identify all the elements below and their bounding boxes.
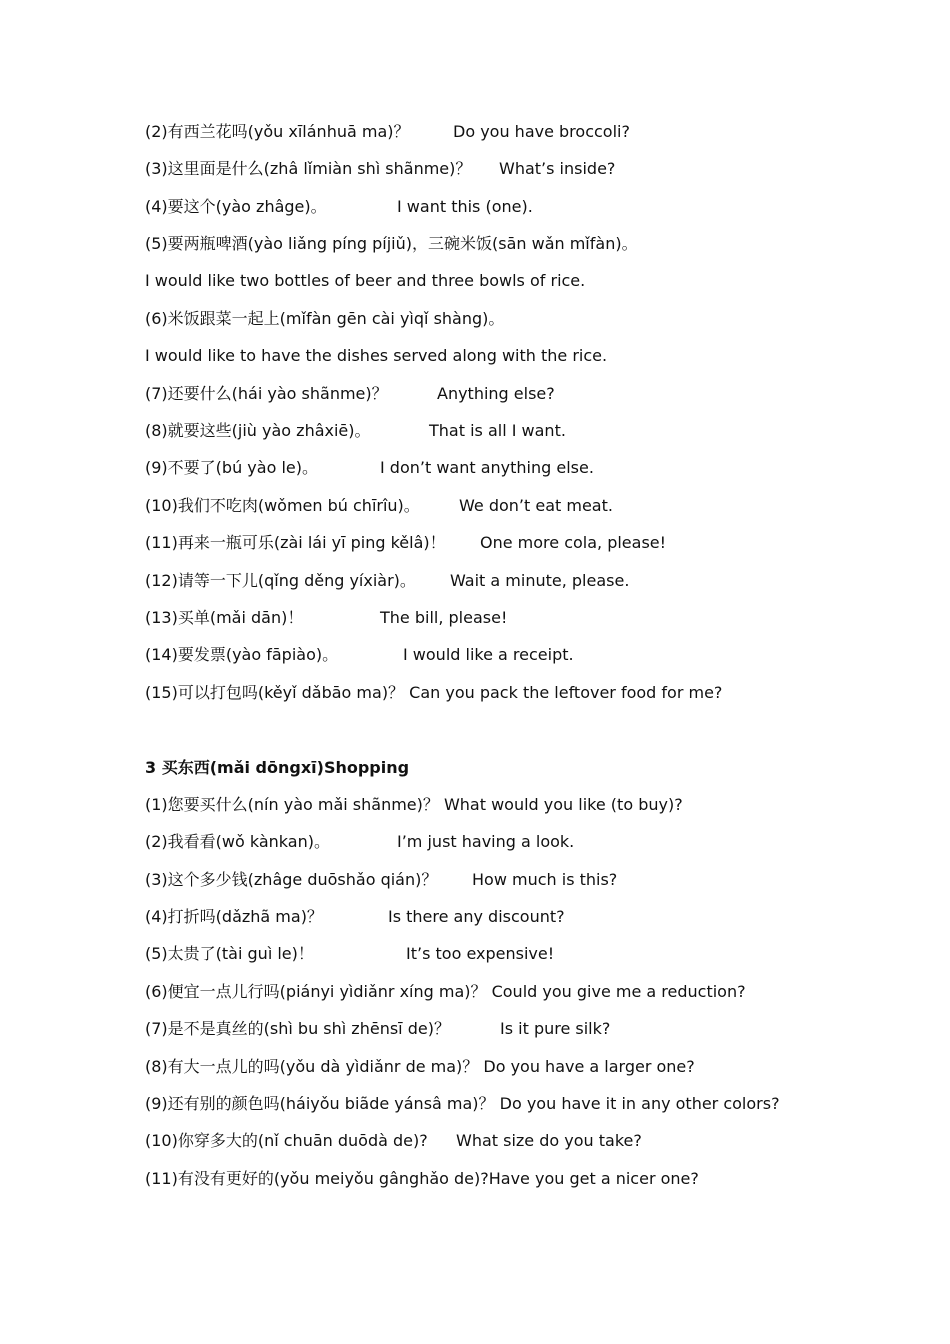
phrase-english: We don’t eat meat.: [459, 496, 613, 515]
phrase-chinese: (8)就要这些(jiù yào zhâxiē)。: [145, 421, 371, 440]
phrase-line: [145, 532, 667, 554]
phrase-english: One more cola, please!: [480, 533, 667, 552]
phrase-line: [145, 906, 565, 928]
phrase-line: [145, 570, 630, 592]
phrase-chinese: (2)有西兰花吗(yǒu xīlánhuā ma)？: [145, 122, 410, 141]
phrase-chinese: (3)这里面是什么(zhâ lǐmiàn shì shãnme)？: [145, 159, 472, 178]
phrase-english: Is it pure silk?: [500, 1019, 611, 1038]
phrase-english: What size do you take?: [456, 1131, 642, 1150]
phrase-english: The bill, please!: [380, 608, 508, 627]
phrase-chinese: (1)您要买什么(nín yào mǎi shãnme)？ What would you like (to buy)?: [145, 795, 683, 814]
phrase-chinese: (11)有没有更好的(yǒu meiyǒu gânghǎo de)?Have you get a nicer one?: [145, 1169, 699, 1188]
phrase-english: What’s inside?: [499, 159, 616, 178]
phrase-chinese: (8)有大一点儿的吗(yǒu dà yìdiǎnr de ma)？ Do you have a larger one?: [145, 1057, 695, 1076]
phrase-english: Wait a minute, please.: [450, 571, 630, 590]
phrase-line: [145, 196, 533, 218]
phrase-english: I want this (one).: [397, 197, 533, 216]
phrase-chinese: (10)我们不吃肉(wǒmen bú chīrîu)。: [145, 496, 420, 515]
phrase-english: Anything else?: [437, 384, 555, 403]
phrase-line: [145, 233, 638, 255]
phrase-chinese: (5)要两瓶啤酒(yào liǎng píng píjiǔ)，三碗米饭(sān wǎn mǐfàn)。: [145, 234, 638, 253]
phrase-line: [145, 345, 607, 367]
phrase-chinese: (11)再来一瓶可乐(zài lái yī ping kělâ)！: [145, 533, 446, 552]
phrase-chinese: (7)还要什么(hái yào shãnme)？: [145, 384, 388, 403]
phrase-line: [145, 831, 575, 853]
phrase-line: [145, 495, 613, 517]
phrase-chinese: (12)请等一下儿(qǐng děng yíxiàr)。: [145, 571, 416, 590]
phrase-chinese: (5)太贵了(tài guì le)！: [145, 944, 314, 963]
phrase-chinese: (4)要这个(yào zhâge)。: [145, 197, 327, 216]
phrase-english: How much is this?: [472, 870, 618, 889]
phrase-english: That is all I want.: [429, 421, 566, 440]
phrase-chinese: (6)便宜一点儿行吗(piányi yìdiǎnr xíng ma)？ Could you give me a reduction?: [145, 982, 746, 1001]
phrase-line: [145, 644, 574, 666]
phrase-line: [145, 420, 566, 442]
phrase-line: [145, 607, 508, 629]
phrase-english: Do you have broccoli?: [453, 122, 630, 141]
phrase-chinese: (10)你穿多大的(nǐ chuān duōdà de)?: [145, 1131, 428, 1150]
phrase-chinese: (4)打折吗(dǎzhã ma)？: [145, 907, 323, 926]
phrase-english: I don’t want anything else.: [380, 458, 594, 477]
phrase-chinese: (2)我看看(wǒ kànkan)。: [145, 832, 330, 851]
phrase-english: I would like a receipt.: [403, 645, 574, 664]
phrase-chinese: (15)可以打包吗(kěyǐ dǎbāo ma)？ Can you pack the leftover food for me?: [145, 683, 723, 702]
phrase-english: Is there any discount?: [388, 907, 565, 926]
phrase-line: [145, 1168, 699, 1190]
phrase-chinese: (9)不要了(bú yào le)。: [145, 458, 318, 477]
phrase-english: I would like two bottles of beer and three bowls of rice.: [145, 271, 586, 290]
phrase-line: [145, 457, 594, 479]
phrase-line: [145, 1093, 780, 1115]
phrase-line: [145, 794, 683, 816]
phrase-line: [145, 869, 618, 891]
phrase-line: [145, 270, 585, 292]
phrase-chinese: (9)还有别的颜色吗(háiyǒu biãde yánsâ ma)？ Do you have it in any other colors?: [145, 1094, 780, 1113]
phrase-line: [145, 682, 722, 704]
phrase-line: [145, 308, 504, 330]
phrase-line: [145, 1018, 611, 1040]
phrase-line: [145, 121, 630, 143]
section-heading: 3 买东西(mǎi dōngxī)Shopping: [145, 758, 410, 777]
phrase-english: I’m just having a look.: [397, 832, 575, 851]
phrase-chinese: (13)买单(mǎi dān)！: [145, 608, 304, 627]
phrase-line: [145, 383, 555, 405]
phrase-english: I would like to have the dishes served along with the rice.: [145, 346, 608, 365]
phrase-line: [145, 158, 616, 180]
phrase-english: It’s too expensive!: [406, 944, 555, 963]
phrase-chinese: (14)要发票(yào fāpiào)。: [145, 645, 339, 664]
phrase-line: [145, 981, 746, 1003]
phrase-line: [145, 943, 555, 965]
phrase-chinese: (7)是不是真丝的(shì bu shì zhēnsī de)？: [145, 1019, 450, 1038]
phrase-chinese: (3)这个多少钱(zhâge duōshǎo qián)？: [145, 870, 438, 889]
phrase-line: [145, 1130, 642, 1152]
phrase-line: [145, 1056, 695, 1078]
phrase-chinese: (6)米饭跟菜一起上(mǐfàn gēn cài yìqǐ shàng)。: [145, 309, 505, 328]
